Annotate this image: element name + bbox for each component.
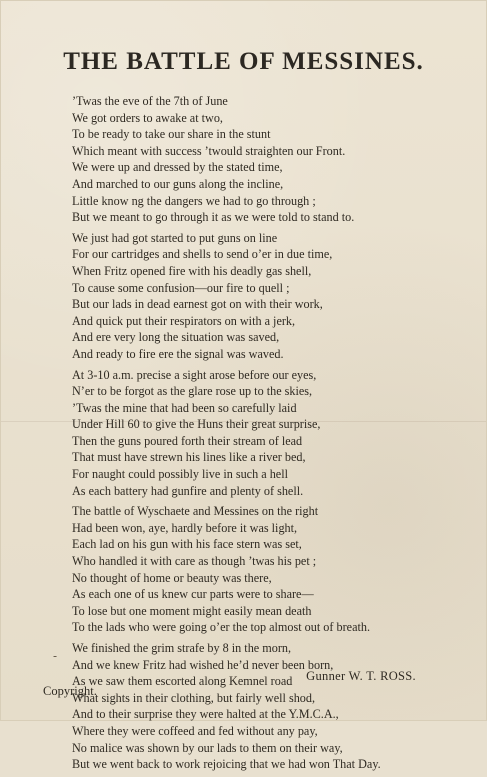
poem-line: At 3-10 a.m. precise a sight arose before our eyes, [72, 367, 317, 382]
poem-line: Under Hill 60 to give the Huns their great surprise, [72, 417, 321, 432]
poem-line: We just had got started to put guns on line [72, 230, 278, 245]
poem-line: And quick put their respirators on with a jerk, [72, 313, 296, 328]
poem-line: As we saw them escorted along Kemnel road [72, 674, 293, 689]
poem-line: And we knew Fritz had wished he’d never been born, [72, 657, 334, 672]
poem-line: And ere very long the situation was saved, [72, 330, 280, 345]
stanza-4 [72, 503, 452, 636]
poem-line: Little know ng the dangers we had to go through ; [72, 193, 316, 208]
stanza-1 [72, 93, 452, 226]
poem-line: But we went back to work rejoicing that we had won That Day. [72, 757, 381, 772]
poem-line: And to their surprise they were halted at the Y.M.C.A., [72, 707, 339, 722]
document-title: THE BATTLE OF MESSINES. [63, 48, 424, 75]
poem-line: ’Twas the mine that had been so carefully laid [72, 400, 297, 415]
stanza-5 [72, 640, 452, 773]
author-signature: Gunner W. T. ROSS. [306, 669, 416, 683]
poem-line: No malice was shown by our lads to them on their way, [72, 740, 343, 755]
stanza-2 [72, 230, 452, 363]
poem-line: Had been won, aye, hardly before it was light, [72, 520, 298, 535]
poem-line: To cause some confusion—our fire to quell ; [72, 280, 290, 295]
poem-line: Which meant with success ’twould straighten our Front. [72, 143, 346, 158]
poem-line: ’Twas the eve of the 7th of June [72, 94, 228, 108]
poem-line: That must have strewn his lines like a river bed, [72, 450, 306, 465]
poem-line: We were up and dressed by the stated time, [72, 160, 283, 175]
poem-line: No thought of home or beauty was there, [72, 570, 272, 585]
poem-line: N’er to be forgot as the glare rose up to the skies, [72, 384, 313, 399]
poem-line: We got orders to awake at two, [72, 110, 223, 125]
poem-line: Who handled it with care as though ’twas his pet ; [72, 554, 317, 569]
poem-line: Where they were coffeed and fed without any pay, [72, 723, 318, 738]
poem-line: But our lads in dead earnest got on with their work, [72, 297, 323, 312]
poem-line: The battle of Wyschaete and Messines on the right [72, 504, 319, 519]
poem-line: We finished the grim strafe by 8 in the morn, [72, 641, 292, 655]
poem-line: For our cartridges and shells to send o’er in due time, [72, 247, 333, 262]
poem-line: To be ready to take our share in the stunt [72, 127, 271, 142]
poem-line: As each battery had gunfire and plenty of shell. [72, 483, 304, 498]
poem-line: And marched to our guns along the incline, [72, 176, 284, 191]
poem-line: And ready to fire ere the signal was waved. [72, 346, 284, 361]
poem-line: For naught could possibly live in such a hell [72, 467, 288, 482]
poem-line: As each one of us knew cur parts were to share— [72, 587, 314, 602]
poem-line: But we meant to go through it as we were told to stand to. [72, 210, 355, 225]
copyright-label: Copyright. [43, 684, 97, 698]
margin-mark: - [53, 649, 58, 663]
poem-line: Each lad on his gun with his face stern was set, [72, 537, 302, 552]
poem-line: Then the guns poured forth their stream of lead [72, 433, 303, 448]
poem-line: To the lads who were going o’er the top almost out of breath. [72, 620, 371, 635]
poem-line: What sights in their clothing, but fairly well shod, [72, 690, 316, 705]
stanza-3 [72, 367, 452, 500]
poem-line: When Fritz opened fire with his deadly gas shell, [72, 263, 312, 278]
poem-line: To lose but one moment might easily mean death [72, 603, 312, 618]
